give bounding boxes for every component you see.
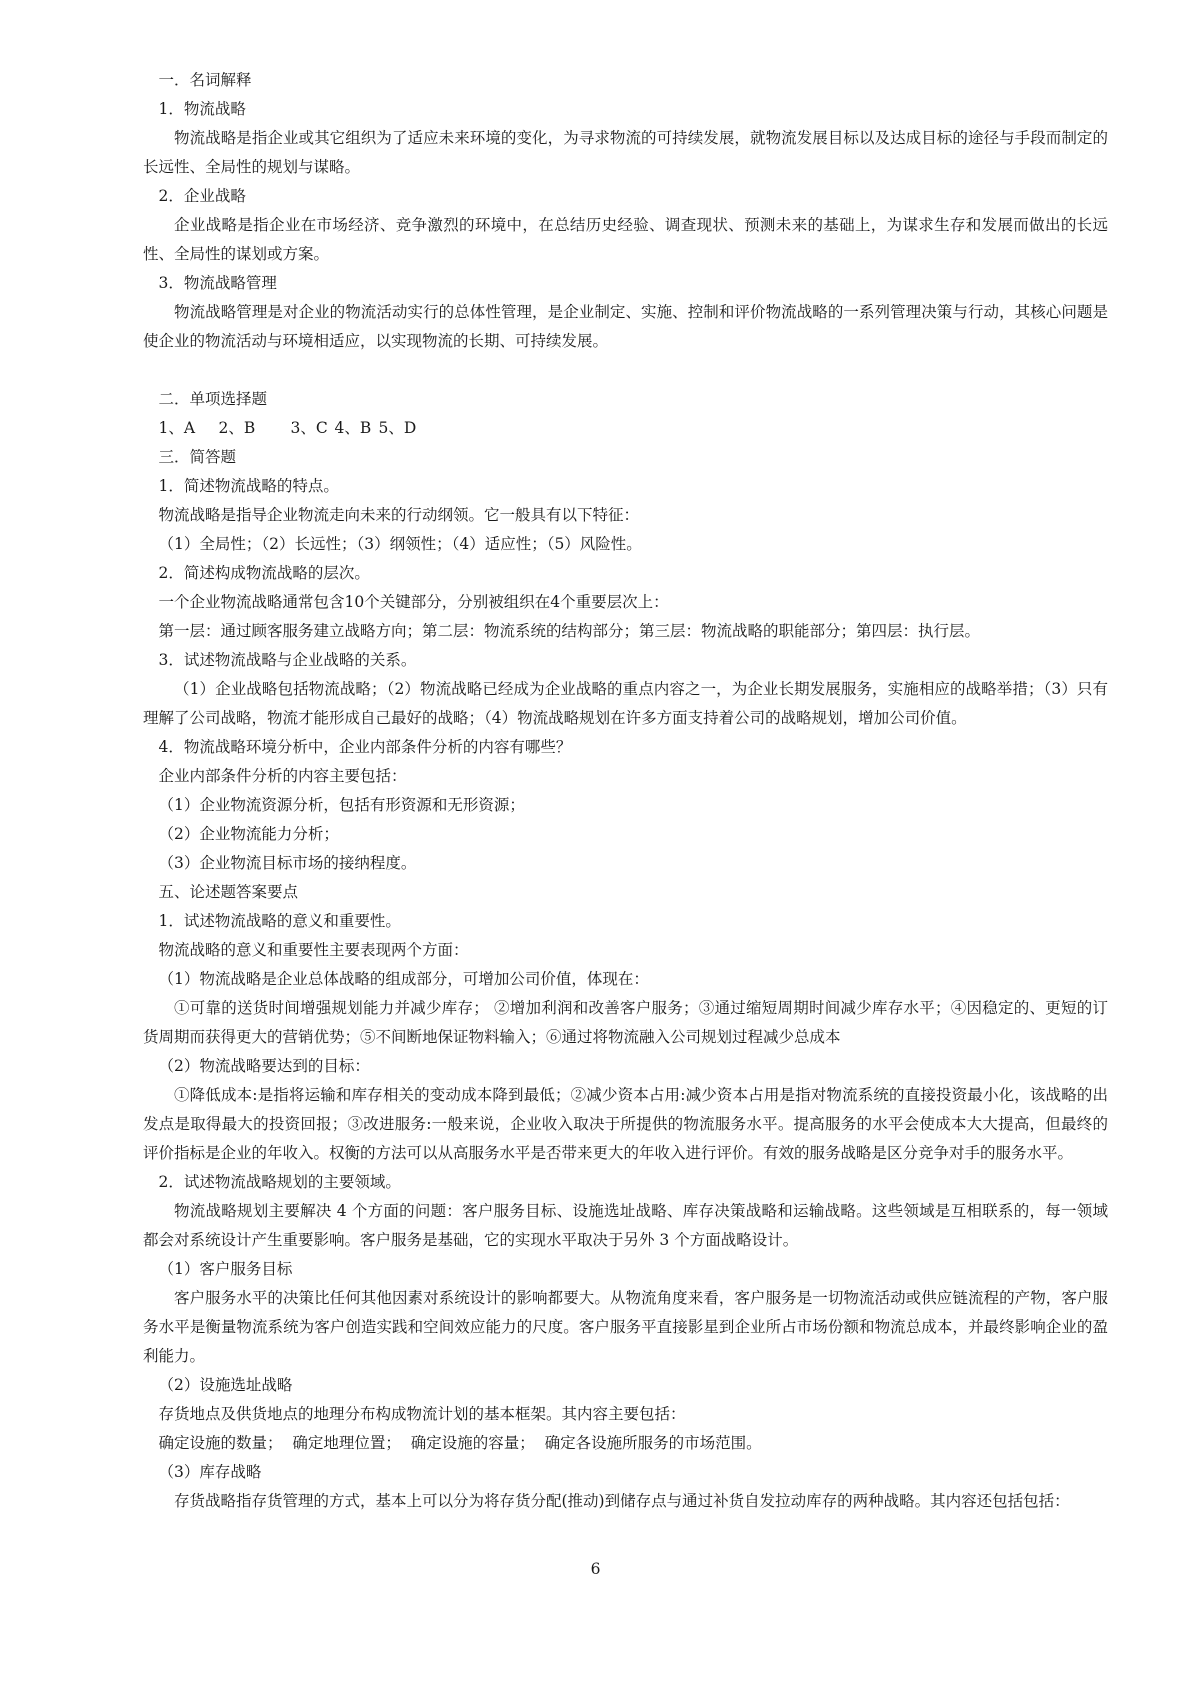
question-3-answer: （1）企业战略包括物流战略；（2）物流战略已经成为企业战略的重点内容之一，为企业长期发展服务，实施相应的战略举措；（3）只有理解了公司战略，物流才能形成自己最好的战略；（4）物流战略规划在许多方面支持着公司的战略规划，增加公司价值。	[143, 680, 1108, 727]
term-definition-logistics-strategy: 物流战略是指企业或其它组织为了适应未来环境的变化，为寻求物流的可持续发展，就物流发展目标以及达成目标的途径与手段而制定的长远性、全局性的规划与谋略。	[143, 129, 1108, 176]
question-1-title: 1．简述物流战略的特点。	[158, 477, 339, 495]
question-2-answer-intro: 一个企业物流战略通常包含10个关键部分，分别被组织在4个重要层次上：	[158, 593, 669, 611]
question-4-answer-item-2: （2）企业物流能力分析；	[158, 825, 339, 843]
page-number: 6	[590, 1560, 601, 1578]
term-heading-logistics-strategy: 1．物流战略	[158, 100, 246, 118]
answer-2: 2、B	[218, 419, 256, 437]
answer-5: 5、D	[378, 419, 417, 437]
question-4-answer-item-3: （3）企业物流目标市场的接纳程度。	[158, 854, 417, 872]
essay-2-title: 2．试述物流战略规划的主要领域。	[158, 1173, 401, 1191]
answer-1: 1、A	[158, 419, 196, 437]
question-3-title: 3．试述物流战略与企业战略的关系。	[158, 651, 417, 669]
essay-1-title: 1．试述物流战略的意义和重要性。	[158, 912, 401, 930]
single-choice-answers	[143, 414, 1108, 443]
section-title-terms: 一．名词解释	[158, 71, 252, 89]
question-1-answer-intro: 物流战略是指导企业物流走向未来的行动纲领。它一般具有以下特征：	[158, 506, 640, 524]
answer-3: 3、C	[290, 419, 328, 437]
essay-2-heading-facility-location: （2）设施选址战略	[158, 1376, 293, 1394]
essay-2-facility-location-items: 确定设施的数量； 确定地理位置； 确定设施的容量； 确定各设施所服务的市场范围。	[158, 1434, 762, 1452]
term-definition-enterprise-strategy: 企业战略是指企业在市场经济、竞争激烈的环境中，在总结历史经验、调查现状、预测未来的基础上，为谋求生存和发展而做出的长远性、全局性的谋划或方案。	[143, 216, 1108, 263]
section-title-essay: 五、论述题答案要点	[158, 883, 299, 901]
section-title-short-answer: 三．简答题	[158, 448, 237, 466]
term-heading-strategy-management: 3．物流战略管理	[158, 274, 277, 292]
essay-2-intro: 物流战略规划主要解决 4 个方面的问题：客户服务目标、设施选址战略、库存决策战略和运输战略。这些领域是互相联系的，每一领域都会对系统设计产生重要影响。客户服务是基础，它的实现水平取决于另外 3 个方面战略设计。	[143, 1202, 1108, 1249]
essay-1-point-1-details: ①可靠的送货时间增强规划能力并减少库存； ②增加利润和改善客户服务；③通过缩短周期时间减少库存水平；④因稳定的、更短的订货周期而获得更大的营销优势；⑤不间断地保证物料输入；⑥通过将物流融入公司规划过程减少总成本	[143, 999, 1108, 1046]
essay-1-point-2-details: ①降低成本:是指将运输和库存相关的变动成本降到最低；②减少资本占用:减少资本占用是指对物流系统的直接投资最小化，该战略的出发点是取得最大的投资回报；③改进服务:一般来说，企业收入取决于所提供的物流服务水平。提高服务的水平会使成本大大提高，但最终的评价指标是企业的年收入。权衡的方法可以从高服务水平是否带来更大的年收入进行评价。有效的服务战略是区分竞争对手的服务水平。	[143, 1086, 1108, 1162]
section-title-single-choice: 二．单项选择题	[158, 390, 268, 408]
page-content	[143, 66, 1108, 1516]
term-definition-strategy-management: 物流战略管理是对企业的物流活动实行的总体性管理，是企业制定、实施、控制和评价物流战略的一系列管理决策与行动，其核心问题是使企业的物流活动与环境相适应，以实现物流的长期、可持续发展。	[143, 303, 1108, 350]
essay-1-intro: 物流战略的意义和重要性主要表现两个方面：	[158, 941, 469, 959]
question-2-answer-layers: 第一层：通过顾客服务建立战略方向；第二层：物流系统的结构部分；第三层：物流战略的职能部分；第四层：执行层。	[158, 622, 981, 640]
question-1-answer-list: （1）全局性；（2）长远性；（3）纲领性；（4）适应性；（5）风险性。	[158, 535, 642, 553]
question-4-title: 4．物流战略环境分析中，企业内部条件分析的内容有哪些？	[158, 738, 572, 756]
question-4-answer-item-1: （1）企业物流资源分析，包括有形资源和无形资源；	[158, 796, 525, 814]
answer-4: 4、B	[334, 419, 372, 437]
essay-2-customer-service-body: 客户服务水平的决策比任何其他因素对系统设计的影响都要大。从物流角度来看，客户服务是一切物流活动或供应链流程的产物，客户服务水平是衡量物流系统为客户创造实践和空间效应能力的尺度。客户服务平直接影星到企业所占市场份额和物流总成本，并最终影响企业的盈利能力。	[143, 1289, 1108, 1365]
term-heading-enterprise-strategy: 2．企业战略	[158, 187, 246, 205]
essay-2-heading-customer-service: （1）客户服务目标	[158, 1260, 293, 1278]
essay-1-point-1: （1）物流战略是企业总体战略的组成部分，可增加公司价值，体现在：	[158, 970, 649, 988]
essay-1-point-2: （2）物流战略要达到的目标：	[158, 1057, 370, 1075]
question-2-title: 2．简述构成物流战略的层次。	[158, 564, 370, 582]
section-gap	[143, 356, 1108, 385]
essay-2-heading-inventory: （3）库存战略	[158, 1463, 262, 1481]
essay-2-inventory-body: 存货战略指存货管理的方式，基本上可以分为将存货分配(推动)到储存点与通过补货自发拉动库存的两种战略。其内容还包括包括：	[174, 1492, 1070, 1510]
question-4-answer-intro: 企业内部条件分析的内容主要包括：	[158, 767, 407, 785]
essay-2-facility-location-intro: 存货地点及供货地点的地理分布构成物流计划的基本框架。其内容主要包括：	[158, 1405, 686, 1423]
